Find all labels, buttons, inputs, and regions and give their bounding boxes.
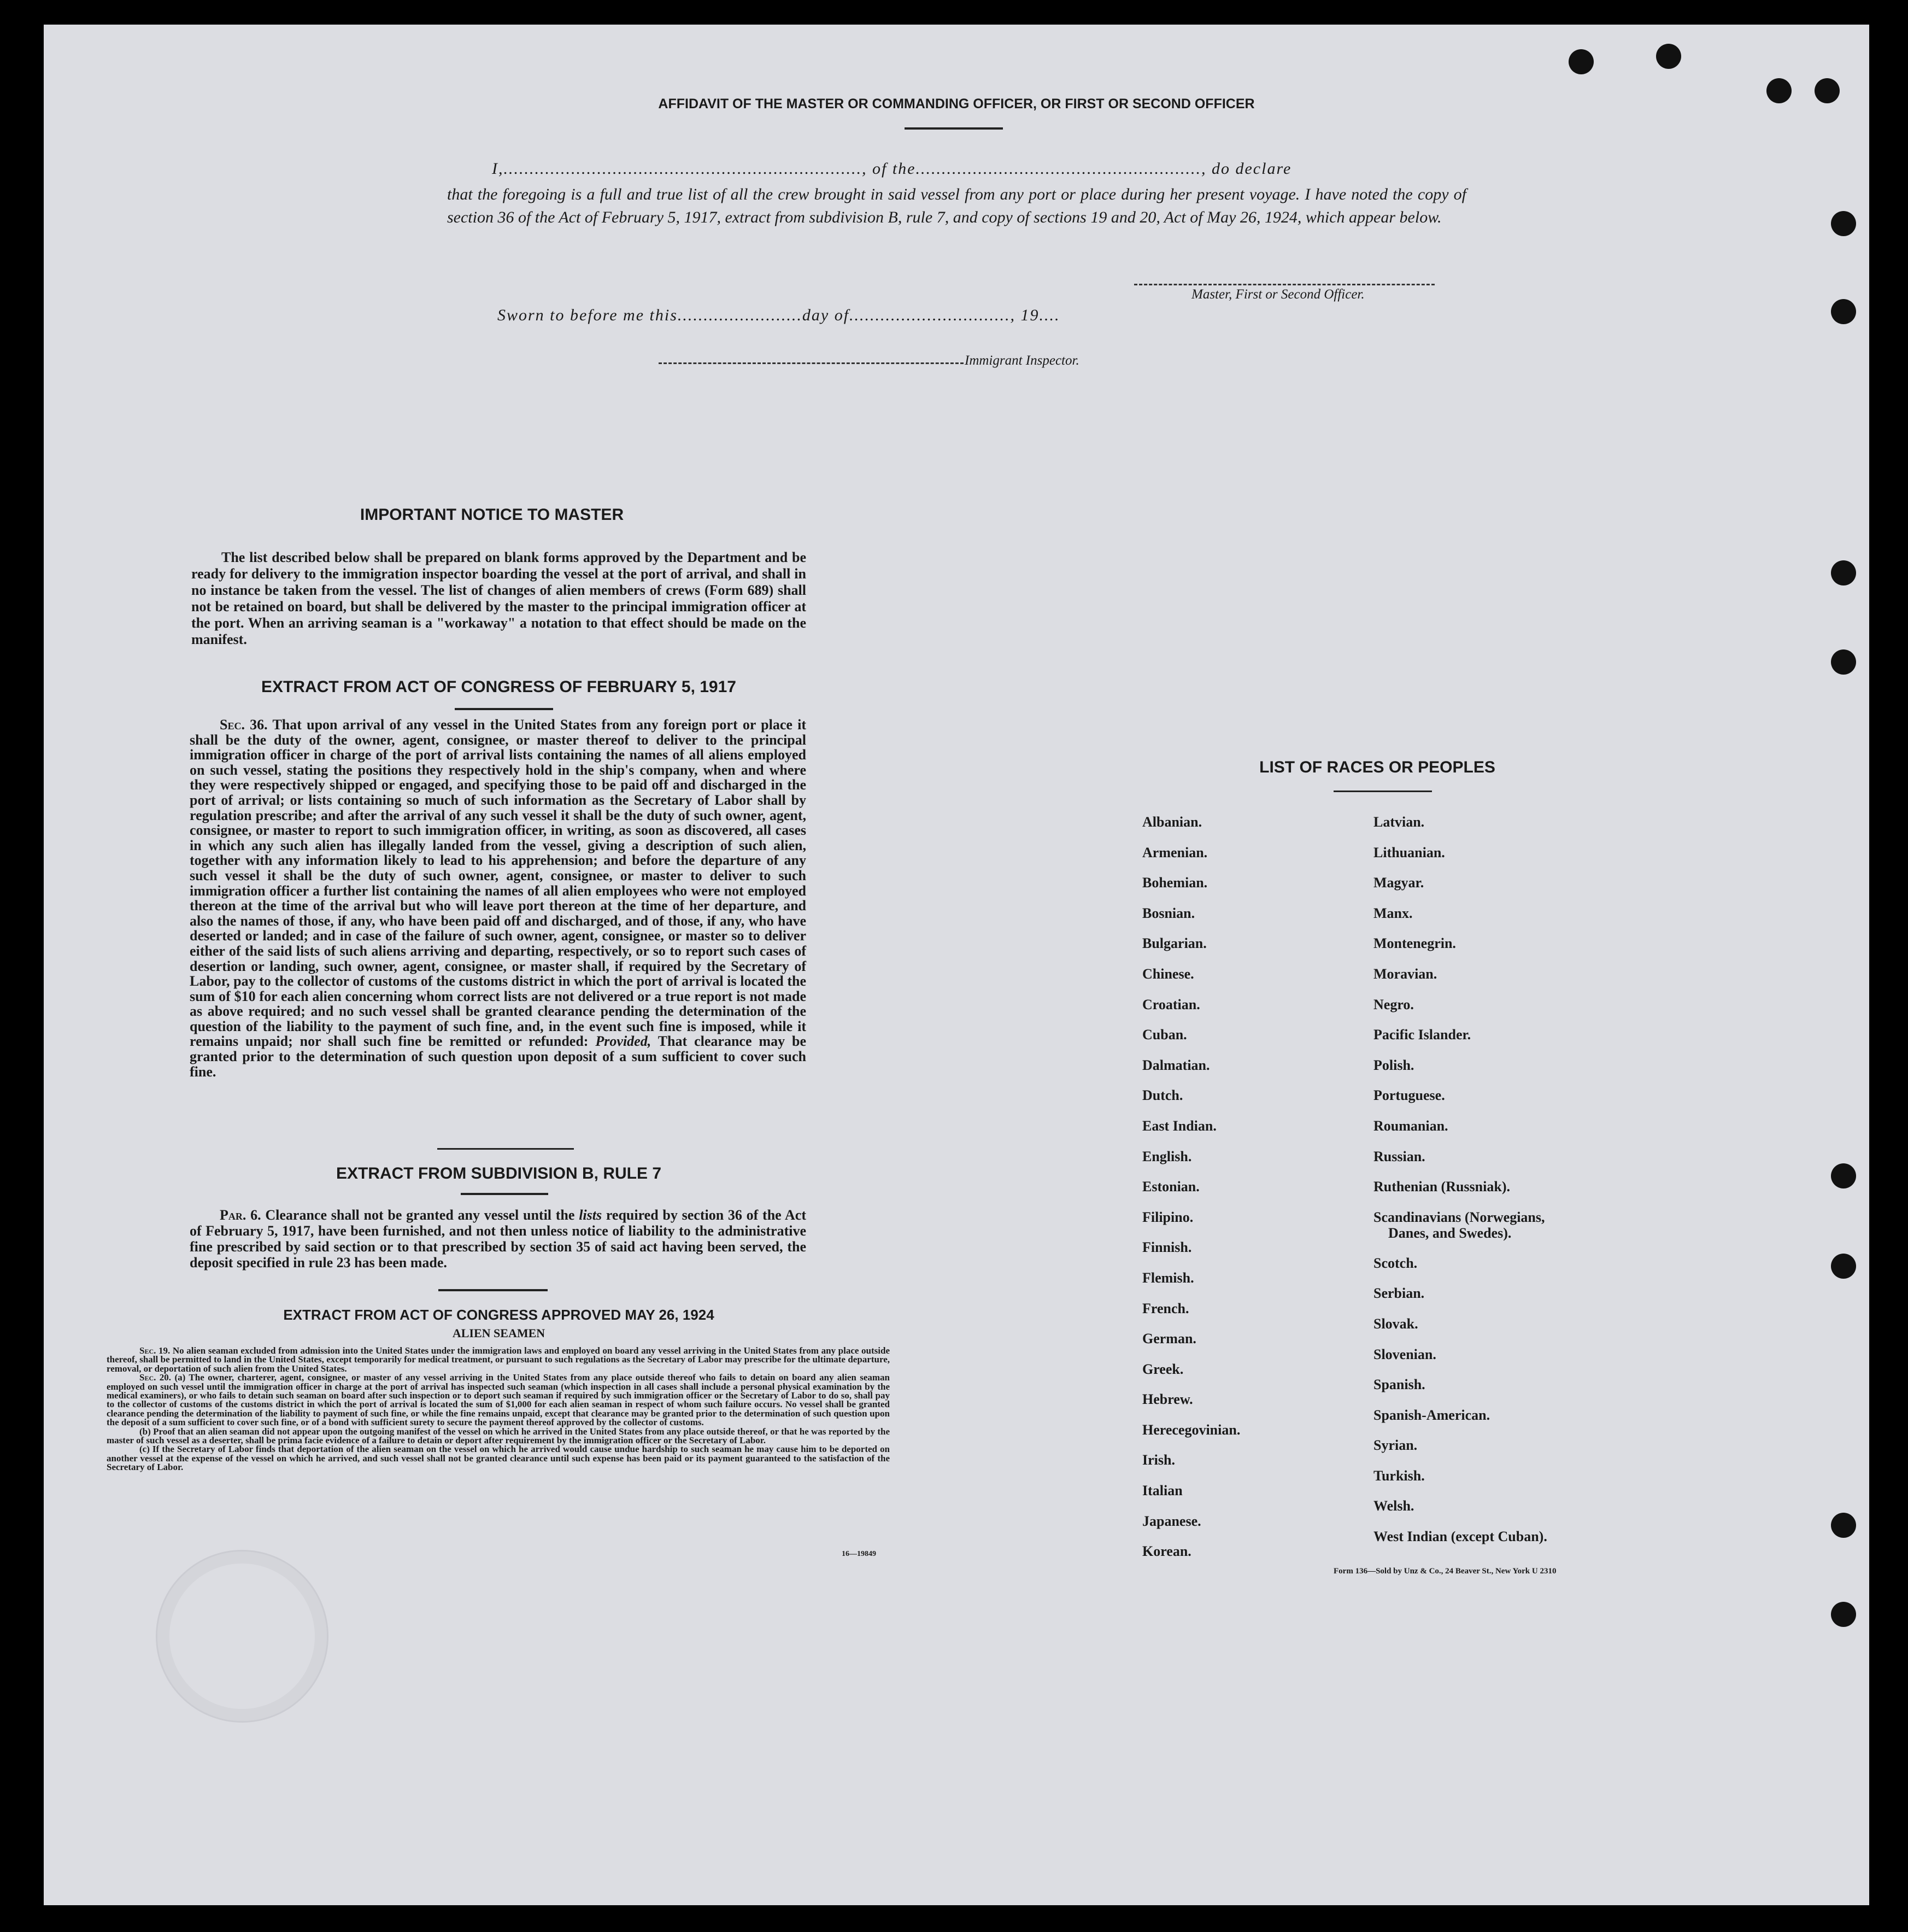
punch-hole-icon: [1656, 44, 1681, 69]
sec20-label: Sec. 20.: [139, 1372, 172, 1383]
race-item: Filipino.: [1142, 1209, 1194, 1225]
races-title: LIST OF RACES OR PEOPLES: [1259, 758, 1495, 776]
race-item: Russian.: [1373, 1148, 1425, 1164]
race-item: Welsh.: [1373, 1498, 1414, 1514]
race-item: Magyar.: [1373, 875, 1424, 891]
proviso-word: Provided,: [595, 1033, 651, 1050]
race-item: Korean.: [1142, 1543, 1191, 1560]
race-item: Estonian.: [1142, 1179, 1200, 1195]
punch-hole-icon: [1815, 78, 1840, 103]
officer-label: Master, First or Second Officer.: [1191, 287, 1365, 302]
race-item: [1373, 1202, 1680, 1248]
extract-1917-body: [190, 717, 806, 1079]
race-item: Montenegrin.: [1373, 935, 1456, 952]
race-item: Moravian.: [1373, 965, 1437, 982]
race-item: French.: [1142, 1300, 1189, 1316]
race-item: Dutch.: [1142, 1087, 1183, 1104]
divider: [455, 708, 553, 710]
extract-rule7-body: [190, 1207, 806, 1271]
punch-hole-icon: [1831, 1163, 1856, 1189]
races-left-column: [1142, 807, 1361, 1567]
race-item: Bosnian.: [1142, 905, 1195, 921]
rule7-text-a: Clearance shall not be granted any vessel until the: [265, 1207, 575, 1223]
section-label: Sec. 36.: [220, 717, 268, 733]
races-right-column: [1373, 807, 1680, 1552]
race-item: Japanese.: [1142, 1513, 1201, 1529]
extract-1917-title: EXTRACT FROM ACT OF CONGRESS OF FEBRUARY 5, 1917: [261, 678, 736, 696]
race-item: Dalmatian.: [1142, 1057, 1210, 1073]
race-item: Armenian.: [1142, 844, 1208, 860]
divider: [437, 1148, 574, 1150]
punch-hole-icon: [1831, 1254, 1856, 1279]
race-item: Portuguese.: [1373, 1087, 1445, 1104]
race-item: Irish.: [1142, 1452, 1175, 1468]
race-item: Pacific Islander.: [1373, 1027, 1471, 1043]
race-item: Flemish.: [1142, 1269, 1194, 1286]
race-item: Polish.: [1373, 1057, 1414, 1073]
punch-hole-icon: [1766, 78, 1792, 103]
race-item-line: Scandinavians (Norwegians,: [1373, 1209, 1545, 1225]
extract-1924-title: EXTRACT FROM ACT OF CONGRESS APPROVED MAY 26, 1924: [283, 1307, 714, 1323]
declaration-line: I,....................................................................., of the......................................................., do declare: [492, 160, 1292, 178]
divider: [905, 127, 1003, 130]
notice-body: The list described below shall be prepared on blank forms approved by the Department and be ready for delivery to the immigration inspector boarding the vessel at the port of arrival, and shall in no instance be taken from the vessel. The list of changes of alien members of crews (Form 689) shall not be retained on board, but shall be delivered by the master to the principal immigration officer at the port. When an arriving seaman is a "workaway" a notation to that effect should be made on the manifest.: [191, 549, 806, 647]
embossed-seal: [156, 1550, 328, 1723]
sec20b-text: (b) Proof that an alien seaman did not appear upon the outgoing manifest of the vessel on which he arrived in the United States from any place outside thereof, or that he was reported by the master of such vessel as a deserter, shall be prima facie evidence of a failure to detain or deport after requirement by the immigration officer or the Secretary of Labor.: [107, 1426, 890, 1446]
race-item: Chinese.: [1142, 965, 1194, 982]
affidavit-body: that the foregoing is a full and true list of all the crew brought in said vessel from any port or place during her present voyage. I have noted the copy of section 36 of the Act of February 5, 1917, extract from subdivision B, rule 7, and copy of sections 19 and 20, Act of May 26, 1924, which appear below.: [447, 185, 1466, 226]
extract-1924-body: [107, 1346, 890, 1472]
paragraph-label: Par. 6.: [220, 1207, 261, 1223]
inspector-signature-line: [659, 362, 964, 364]
divider: [1334, 791, 1432, 792]
race-item: Finnish.: [1142, 1239, 1192, 1256]
race-item: Slovenian.: [1373, 1346, 1436, 1362]
race-item: Turkish.: [1373, 1467, 1425, 1484]
rule7-text-b: required by section 36 of the Act of February 5, 1917, have been furnished, and not then unless notice of liability to the administrative fine prescribed by said section or to that prescribed by section 35 of said act having been served, the deposit specified in rule 23 has been made.: [190, 1207, 807, 1271]
race-item: Bohemian.: [1142, 875, 1208, 891]
divider: [438, 1289, 548, 1291]
punch-hole-icon: [1831, 299, 1856, 324]
race-item: Negro.: [1373, 996, 1414, 1012]
punch-hole-icon: [1831, 1602, 1856, 1627]
race-item: Spanish.: [1373, 1377, 1425, 1393]
extract-rule7-title: EXTRACT FROM SUBDIVISION B, RULE 7: [336, 1164, 662, 1182]
print-code: 16—19849: [842, 1550, 876, 1558]
race-item: Spanish-American.: [1373, 1407, 1490, 1423]
punch-hole-icon: [1831, 560, 1856, 586]
race-item: East Indian.: [1142, 1117, 1217, 1134]
form-publisher-line: Form 136—Sold by Unz & Co., 24 Beaver St., New York U 2310: [1334, 1567, 1557, 1576]
sec20a-text: (a) The owner, charterer, agent, consignee, or master of any vessel arriving in the United States from any place outside thereof who fails to detain on board any alien seaman employed on such vessel until the immigration officer in charge at the port of arrival has inspected such seaman (which inspection in all cases shall include a personal physical examination by the medical examiners), or who fails to detain such seaman on board after such inspection or to deport such seaman if required by such immigration officer or the Secretary of Labor to do so, shall pay to the collector of customs of the customs district in which the port of arrival is located the sum of $1,000 for each alien seaman in respect of whom such failure occurs. No vessel shall be granted clearance pending the determination of the liability to payment of such fine, or while the fine remains unpaid, except that clearance may be granted prior to the determination of such question upon the deposit of a sum sufficient to cover such fine, or of a bond with sufficient surety to secure the payment thereof approved by the collector of customs.: [107, 1372, 890, 1428]
race-item: Herecegovinian.: [1142, 1421, 1241, 1438]
race-item: Italian: [1142, 1483, 1183, 1499]
lists-word: lists: [579, 1207, 602, 1223]
race-item: Lithuanian.: [1373, 844, 1445, 860]
race-item-line: Danes, and Swedes).: [1388, 1225, 1512, 1241]
race-item: Serbian.: [1373, 1285, 1425, 1302]
race-item: Hebrew.: [1142, 1391, 1193, 1408]
race-item: Greek.: [1142, 1361, 1184, 1377]
sec19-text: No alien seaman excluded from admission into the United States under the immigration laws and employed on board any vessel arriving in the United States from any place outside thereof, shall be permitted to land in the United States, except temporarily for medical treatment, or pursuant to such regulations as the Secretary of Labor may prescribe for the ultimate departure, removal, or deportation of such alien from the United States.: [107, 1345, 890, 1374]
divider: [461, 1193, 548, 1195]
race-item: English.: [1142, 1148, 1192, 1164]
punch-hole-icon: [1831, 211, 1856, 236]
race-item: Roumanian.: [1373, 1117, 1448, 1134]
notice-title: IMPORTANT NOTICE TO MASTER: [360, 506, 624, 524]
race-item: Latvian.: [1373, 814, 1425, 830]
sec20c-text: (c) If the Secretary of Labor finds that deportation of the alien seaman on the vessel on which he arrived would cause undue hardship to such seaman he may cause him to be deported on another vessel at the expense of the vessel on which he arrived, and such vessel shall not be granted clearance until such expense has been paid or its payment guaranteed to the satisfaction of the Secretary of Labor.: [107, 1444, 890, 1473]
sec19-label: Sec. 19.: [139, 1345, 171, 1356]
race-item: Cuban.: [1142, 1027, 1187, 1043]
sworn-line: Sworn to before me this........................day of..............................., 19....: [497, 306, 1060, 324]
punch-hole-icon: [1569, 49, 1594, 74]
race-item: German.: [1142, 1331, 1196, 1347]
race-item: Scotch.: [1373, 1255, 1418, 1271]
proviso-text: That clearance may be granted prior to the determination of such question upon deposit of a sum sufficient to cover such fine.: [190, 1033, 807, 1080]
race-item: Croatian.: [1142, 996, 1200, 1012]
race-item: Manx.: [1373, 905, 1413, 921]
section-text: That upon arrival of any vessel in the United States from any foreign port or place it shall be the duty of the owner, agent, consignee, or master thereof to deliver to the principal immigration officer in charge of the port of arrival lists containing the names of all aliens employed on such vessel, stating the positions they respectively hold in the ship's company, when and where they were respectively shipped or engaged, and specifying those to be paid off and discharged in the port of arrival; or lists containing so much of such information as the Secretary of Labor shall by regulation prescribe; and after the arrival of any such vessel it shall be the duty of such owner, agent, consignee, or master to report to such immigration officer, in writing, as soon as discovered, all cases in which any such alien has illegally landed from the vessel, giving a description of such alien, together with any information likely to lead to his apprehension; and before the departure of any such vessel it shall be the duty of such owner, agent, consignee, or master to deliver to such immigration officer a further list containing the names of all alien employees who were not employed thereon at the time of the arrival but who will leave port thereon at the time of her departure, and also the names of those, if any, who have been paid off and discharged, and of those, if any, who have deserted or landed; and in case of the failure of such owner, agent, consignee, or master so to deliver either of the said lists of such aliens arriving and departing, respectively, or so to report such cases of desertion or landing, such owner, agent, consignee, or master shall, if required by the Secretary of Labor, pay to the collector of customs of the customs district in which the port of arrival is located the sum of $10 for each alien concerning whom correct lists are not delivered or a true report is not made as above required; and no such vessel shall be granted clearance pending the determination of the question of the liability to the payment of such fine, and, in the event such fine is imposed, while it remains unpaid; nor shall such fine be remitted or refunded:: [190, 717, 807, 1050]
race-item: Ruthenian (Russniak).: [1373, 1179, 1510, 1195]
punch-hole-icon: [1831, 649, 1856, 675]
race-item: Syrian.: [1373, 1437, 1418, 1454]
punch-hole-icon: [1831, 1513, 1856, 1538]
officer-signature-line: [1134, 284, 1435, 285]
extract-1924-subtitle: ALIEN SEAMEN: [452, 1326, 545, 1340]
affidavit-title: AFFIDAVIT OF THE MASTER OR COMMANDING OFFICER, OR FIRST OR SECOND OFFICER: [658, 96, 1255, 112]
race-item: Bulgarian.: [1142, 935, 1207, 952]
race-item: Albanian.: [1142, 814, 1202, 830]
race-item: West Indian (except Cuban).: [1373, 1529, 1547, 1545]
race-item: Slovak.: [1373, 1315, 1418, 1332]
inspector-label: Immigrant Inspector.: [965, 353, 1079, 368]
